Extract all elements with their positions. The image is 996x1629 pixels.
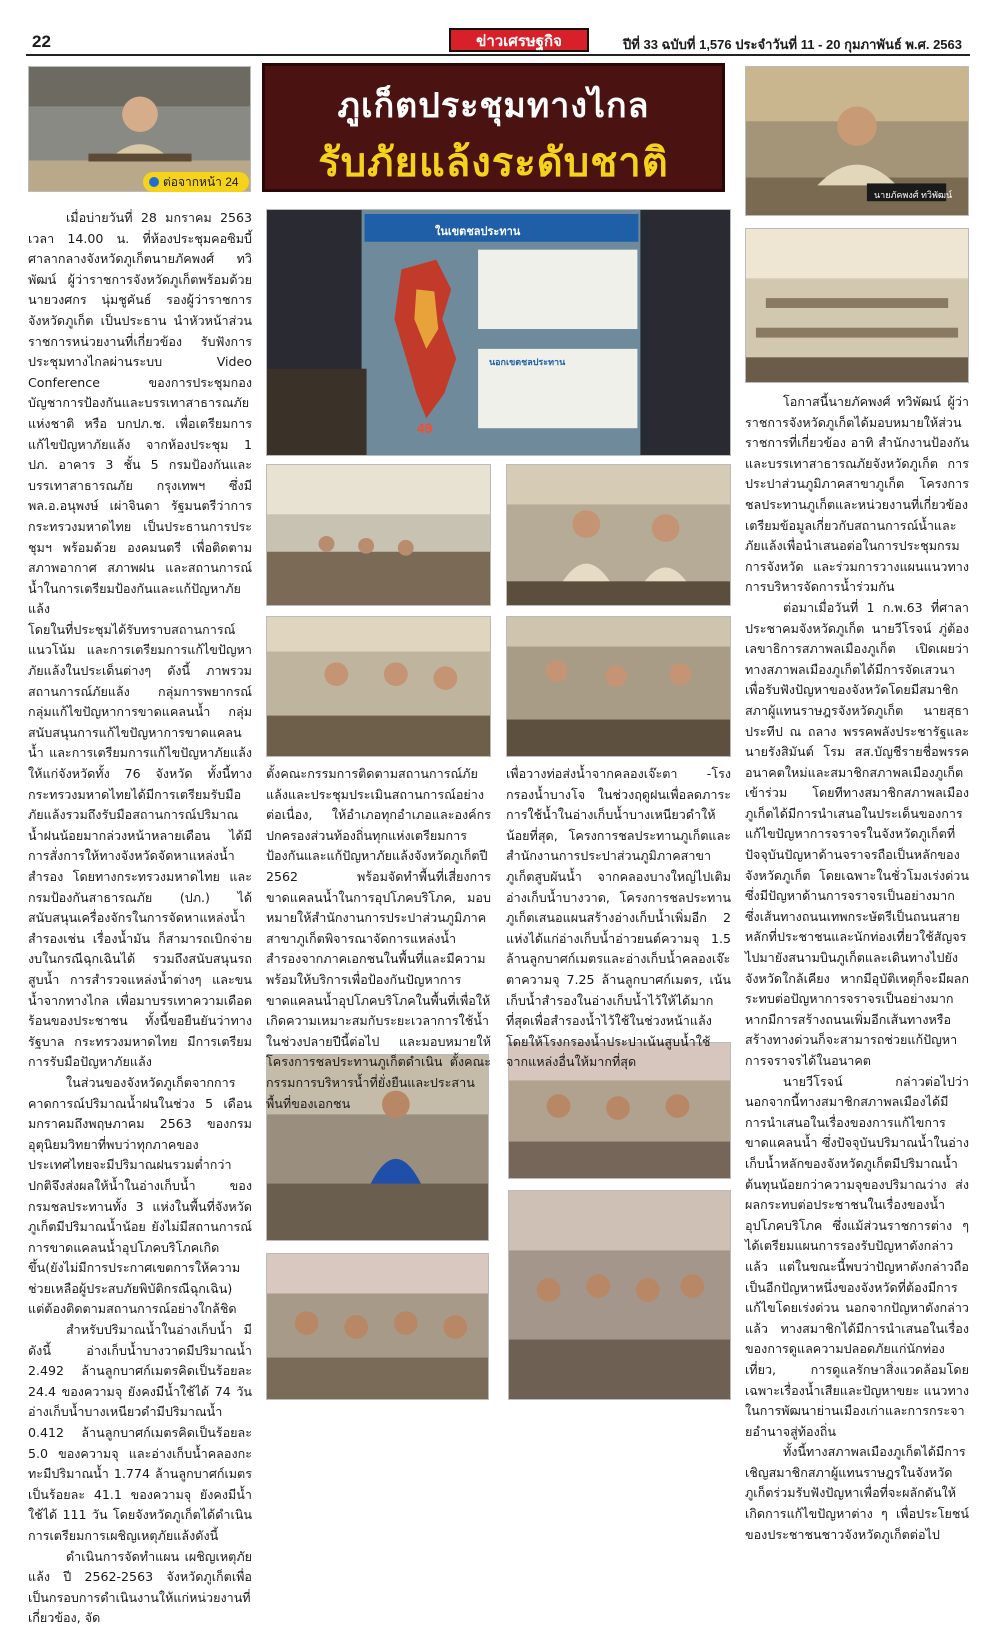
bullet-dot-icon <box>149 177 159 187</box>
meeting-officials-photo-3 <box>506 616 731 757</box>
paragraph: ทั้งนี้ทางสภาพลเมืองภูเก็ตได้มีการเชิญสมาชิกสภาผู้แทนราษฎรในจังหวัดภูเก็ตร่วมรับฟังปัญหาเพื่อที่จะผลักดันให้เกิดการแก้ไขปัญหาต่าง ๆ เพื่อประโยชน์ของประชาชนชาวจังหวัดภูเก็ตต่อไป <box>745 1444 969 1542</box>
headline-line1: ภูเก็ตประชุมทางไกล <box>337 86 650 126</box>
paragraph: ในส่วนของจังหวัดภูเก็ตจากการคาดการณ์ปริมาณน้ำฝนในช่วง 5 เดือนมกราคมถึงพฤษภาคม 2563 ของกรมอุตุนิยมวิทยาที่พบว่าทุกภาคของประเทศไทยจะมีปริมาณฝนรวมต่ำกว่าปกติจึงส่งผลให้น้ำในอ่างเก็บน้ำ ของกรมชลประทานทั้ง 3 แห่งในพื้นที่จังหวัดภูเก็ตมีปริมาณน้ำน้อย ยังไม่มีสถานการณ์การขาดแคลนน้ำอุปโภคบริโภคเกิดขึ้น(ยังไม่มีการประกาศเขตการให้ความช่วยเหลือผู้ประสบภัยพิบัติกรณีฉุกเฉิน) แต่ต้องติดตามสถานการณ์อย่างใกล้ชิด <box>28 1074 252 1317</box>
meeting-officials-photo-2 <box>266 616 491 757</box>
paragraph: เพื่อวางท่อส่งน้ำจากคลองเจ๊ะตา -โรงกรองน้ำบางโจ ในช่วงฤดูฝนเพื่อลดภาระการใช้น้ำในอ่างเก็บน้ำบางเหนียวดำให้น้อยที่สุด, โครงการชลประทานภูเก็ตและสำนักงานการประปาส่วนภูมิภาคสาขาภูเก็ตสูบผันน้ำ จากคลองบางใหญ่ไปเติมอ่างเก็บน้ำบางวาด, โครงการชลประทานภูเก็ตเสนอแผนสร้างอ่างเก็บน้ำเพิ่มอีก 2 แห่งได้แก่อ่างเก็บน้ำอ่าวยนต์ความจุ 1.5 ล้านลูกบาศก์เมตรและอ่างเก็บน้ำคลองเจ๊ะตาความจุ 7.25 ล้านลูกบาศก์เมตร, เน้นเก็บน้ำสำรองในอ่างเก็บน้ำไว้ให้ได้มากที่สุดเพื่อสำรองน้ำไว้ใช้ในช่วงหน้าแล้งโดยให้โรงกรองน้ำประปาเน้นสูบน้ำใช้จากแหล่งอื่นให้มากที่สุด <box>506 766 731 1070</box>
nameplate-caption: นายภัคพงศ์ ทวิพัฒน์ <box>874 190 953 200</box>
audience-photo-1 <box>266 1253 489 1400</box>
masthead-logo: ข่าวเศรษฐกิจ <box>449 28 589 52</box>
continued-text: ต่อจากหน้า 24 <box>163 175 239 189</box>
map-heading: ในเขตชลประทาน <box>435 226 521 238</box>
governor-portrait-photo <box>745 66 969 216</box>
continued-from-tag <box>143 172 249 192</box>
paragraph: เมื่อบ่ายวันที่ 28 มกราคม 2563 เวลา 14.00 น. ที่ห้องประชุมคอซิมบี้ ศาลากลางจังหวัดภูเก็ตนายภัคพงศ์ ทวิพัฒน์ ผู้ว่าราชการจังหวัดภูเก็ตพร้อมด้วยนายวงศกร นุ่มชูคันธ์ รองผู้ว่าราชการจังหวัดภูเก็ต เป็นประธาน นำหัวหน้าส่วนราชการหน่วยงานที่เกี่ยวข้อง รับฟังการประชุมทางไกลผ่านระบบ Video Conference ของการประชุมกองบัญชาการป้องกันและบรรเทาสาธารณภัยแห่งชาติ หรือ บกปภ.ช. เพื่อเตรียมการแก้ไขปัญหาภัยแล้ง จากห้องประชุม 1 ปภ. อาคาร 3 ชั้น 5 กรมป้องกันและบรรเทาสาธารณภัย กรุงเทพฯ ซึ่งมีพล.อ.อนุพงษ์ เผ่าจินดา รัฐมนตรีว่าการกระทรวงมหาดไทย เป็นประธานการประชุมฯ พร้อมด้วย องคมนตรี เพื่อติดตามสภาพอากาศ สภาพฝน และสถานการณ์น้ำในการเตรียมป้องกันและแก้ปัญหาภัยแล้ง <box>28 210 252 617</box>
council-hall-photo <box>745 228 969 383</box>
article-column-2 <box>266 764 491 1114</box>
article-column-4 <box>745 392 969 1545</box>
drought-map-screen-photo <box>266 209 731 456</box>
paragraph: โดยในที่ประชุมได้รับทราบสถานการณ์ แนวโน้ม และการเตรียมการแก้ไขปัญหาภัยแล้งในประเด็นต่างๆ ดังนี้ ภาพรวมสถานการณ์ภัยแล้ง กลุ่มการพยากรณ์ กลุ่มแก้ไขปัญหาการขาดแคลนน้ำ กลุ่มสนับสนุนการแก้ไขปัญหาการขาดแคลนน้ำ และการเตรียมการแก้ไขปัญหาภัยแล้งให้แก่จังหวัดทั้ง 76 จังหวัด ทั้งนี้ทางกระทรวงมหาดไทยได้มีการเตรียมรับมือภัยแล้งรวมถึงรับมือสถานการณ์ปริมาณน้ำฝนน้อยมากล่วงหน้าหลายเดือน ได้มีการสั่งการให้ทางจังหวัดจัดหาแหล่งน้ำสำรอง โดยทางกระทรวงมหาดไทย และกรมป้องกันสาธารณภัย (ปภ.) ได้สนับสนุนเครื่องจักรในการจัดหาแหล่งน้ำสำรองเช่น เรื่องน้ำมัน ก็สามารถเบิกจ่ายงบในกรณีฉุกเฉินได้ รวมถึงสนับสนุนรถสูบน้ำ การสำรวจแหล่งน้ำต่างๆ และขนน้ำจากทางไกล เพื่อมาบรรเทาความเดือดร้อนของประชาชน ทั้งนี้ขอยืนยันว่าทางรัฐบาล กระทรวงมหาดไทย มีการเตรียมการรับมือปัญหาภัยแล้ง <box>28 621 252 1070</box>
paragraph: โอกาสนี้นายภัคพงศ์ ทวิพัฒน์ ผู้ว่าราชการจังหวัดภูเก็ตได้มอบหมายให้ส่วนราชการที่เกี่ยวข้อง อาทิ สำนักงานป้องกันและบรรเทาสาธารณภัยจังหวัดภูเก็ต การประปาส่วนภูมิภาคสาขาภูเก็ต โครงการชลประทานภูเก็ตและหน่วยงานที่เกี่ยวข้อง เตรียมข้อมูลเกี่ยวกับสถานการณ์น้ำและภัยแล้งเพื่อนำเสนอต่อในการประชุมกรมการจังหวัด และร่วมการวางแผนแนวทางการบริหารจัดการน้ำร่วมกัน <box>745 394 969 595</box>
paragraph: ดำเนินการจัดทำแผน เผชิญเหตุภัยแล้ง ปี 2562-2563 จังหวัดภูเก็ตเพื่อเป็นกรอบการดำเนินงานให้แก่หน่วยงานที่เกี่ยวข้อง, จัด <box>28 1548 252 1626</box>
paragraph: สำหรับปริมาณน้ำในอ่างเก็บน้ำ มีดังนี้ อ่างเก็บน้ำบางวาดมีปริมาณน้ำ 2.492 ล้านลูกบาศก์เมตรคิดเป็นร้อยละ 24.4 ของความจุ ยังคงมีน้ำใช้ได้ 74 วัน อ่างเก็บน้ำบางเหนียวดำมีปริมาณน้ำ 0.412 ล้านลูกบาศก์เมตรคิดเป็นร้อยละ 5.0 ของความจุ และอ่างเก็บน้ำคลองกะทะมีปริมาณน้ำ 1.774 ล้านลูกบาศก์เมตร เป็นร้อยละ 41.1 ของความจุ ยังคงมีน้ำใช้ได้ 111 วัน โดยจังหวัดภูเก็ตได้ดำเนินการเตรียมการเผชิญเหตุภัยแล้งดังนี้ <box>28 1322 252 1543</box>
article-column-3 <box>506 764 731 1073</box>
audience-photo-3 <box>508 1190 731 1400</box>
headline-box <box>262 63 725 192</box>
page-header <box>26 28 970 56</box>
paragraph: ต่อมาเมื่อวันที่ 1 ก.พ.63 ที่ศาลาประชาคมจังหวัดภูเก็ต นายวีโรจน์ ภู่ต้องเลขาธิการสภาพลเมืองภูเก็ต เปิดเผยว่า ทางสภาพลเมืองภูเก็ตได้มีการจัดเสวนาเพื่อรับฟังปัญหาของจังหวัดโดยมีสมาชิกสภาผู้แทนราษฎรจังหวัดภูเก็ต นายสุธา ประทีป ณ ถลาง พรรคพลังประชารัฐและนายรังสิมันต์ โรม สส.บัญชีรายชื่อพรรคอนาคตใหม่และสมาชิกสภาพลเมืองภูเก็ตเข้าร่วม โดยทีทางสมาชิกสภาพลเมืองภูเก็ตได้มีการนำเสนอในประเด็นของการแก้ไขปัญหาการจราจรในจังหวัดภูเก็ตที่ปัจจุบันปัญหาด้านจราจรถือเป็นหลักของจังหวัดภูเก็ต โดยเฉพาะในชั่วโมงเร่งด่วน ซึ่งมีปัญหาด้านการจราจรเป็นอย่างมากซึ่งเส้นทางถนนเทพกระษัตรีเป็นถนนสายหลักที่ประชาชนและนักท่องเที่ยวใช้สัญจรไปมายังสนามบินภูเก็ตและเดินทางไปยังจังหวัดใกล้เคียง หากมีอุบัติเหตุก็จะมีผลกระทบต่อปัญหาการจราจรเป็นอย่างมาก หากมีการสร้างถนนเพิ่มอีกเส้นทางหรือสร้างทางด่วนก็จะสามารถช่วยแก้ปัญหาการจราจรได้ในอนาคต <box>745 599 969 1068</box>
page-number: 22 <box>32 32 51 51</box>
issue-line: ปีที่ 33 ฉบับที่ 1,576 ประจำวันที่ 11 - 20 กุมภาพันธ์ พ.ศ. 2563 <box>623 37 962 52</box>
headline-line2: รับภัยแล้งระดับชาติ <box>318 140 669 186</box>
map-count: 49 <box>417 420 433 436</box>
map-subheading: นอกเขตชลประทาน <box>489 357 566 367</box>
paragraph: ตั้งคณะกรรมการติดตามสถานการณ์ภัยแล้งและประชุมประเมินสถานการณ์อย่างต่อเนื่อง, ให้อำเภอทุกอำเภอและองค์กรปกครองส่วนท้องถิ่นทุกแห่งเตรียมการป้องกันและแก้ปัญหาภัยแล้งจังหวัดภูเก็ตปี 2562 พร้อมจัดทำพื้นที่เสี่ยงการขาดแคลนน้ำในการอุปโภคบริโภค, มอบหมายให้สำนักงานการประปาส่วนภูมิภาคสาขาภูเก็ตพิจารณาจัดการแหล่งน้ำสำรองจากภาคเอกชนในพื้นที่และมีความพร้อมให้บริการเพื่อป้องกันปัญหาการขาดแคลนน้ำอุปโภคบริโภคในพื้นที่เพื่อให้เกิดความเหมาะสมกับระยะเวลาการใช้น้ำในช่วงปลายปีนี้ต่อไป และมอบหมายให้โครงการชลประทานภูเก็ตดำเนิน ตั้งคณะกรรมการบริหารน้ำที่ยั่งยืนและประสานพื้นที่ของเอกชน <box>266 766 491 1111</box>
article-column-1 <box>28 208 252 1629</box>
meeting-room-photo-1 <box>266 464 491 606</box>
meeting-officials-photo-1 <box>506 464 731 606</box>
paragraph: นายวีโรจน์ กล่าวต่อไปว่า นอกจากนี้ทางสมาชิกสภาพลเมืองได้มีการนำเสนอในเรื่องของการแก้ไขการขาดแคลนน้ำ ซึ่งปัจจุบันปริมาณน้ำในอ่างเก็บน้ำหลักของจังหวัดภูเก็ตมีปริมาณน้ำต้นทุนน้อยกว่าความจุของปริมาณว่าง ส่งผลกระทบต่อประชาชนในเรื่องของน้ำอุปโภคบริโภค ซึ่งแม้ส่วนราชการต่าง ๆ ได้เตรียมแผนการรองรับปัญหาดังกล่าวแล้ว แต่ในขณะนี้พบว่าปัญหาดังกล่าวถือเป็นอีกปัญหาหนึ่งของจังหวัดที่ต้องมีการแก้ไขโดยเร่งด่วน นอกจากปัญหาดังกล่าวแล้ว ทางสมาชิกได้มีการนำเสนอในเรื่องของการดูแลความปลอดภัยแก่นักท่องเที่ยว, การดูแลรักษาสิ่งแวดล้อมโดยเฉพาะเรื่องน้ำเสียและปัญหาขยะ แนวทางในการพัฒนาย่านเมืองเก่าและการกระจายอำนาจสู่ท้องถิ่น <box>745 1073 969 1439</box>
